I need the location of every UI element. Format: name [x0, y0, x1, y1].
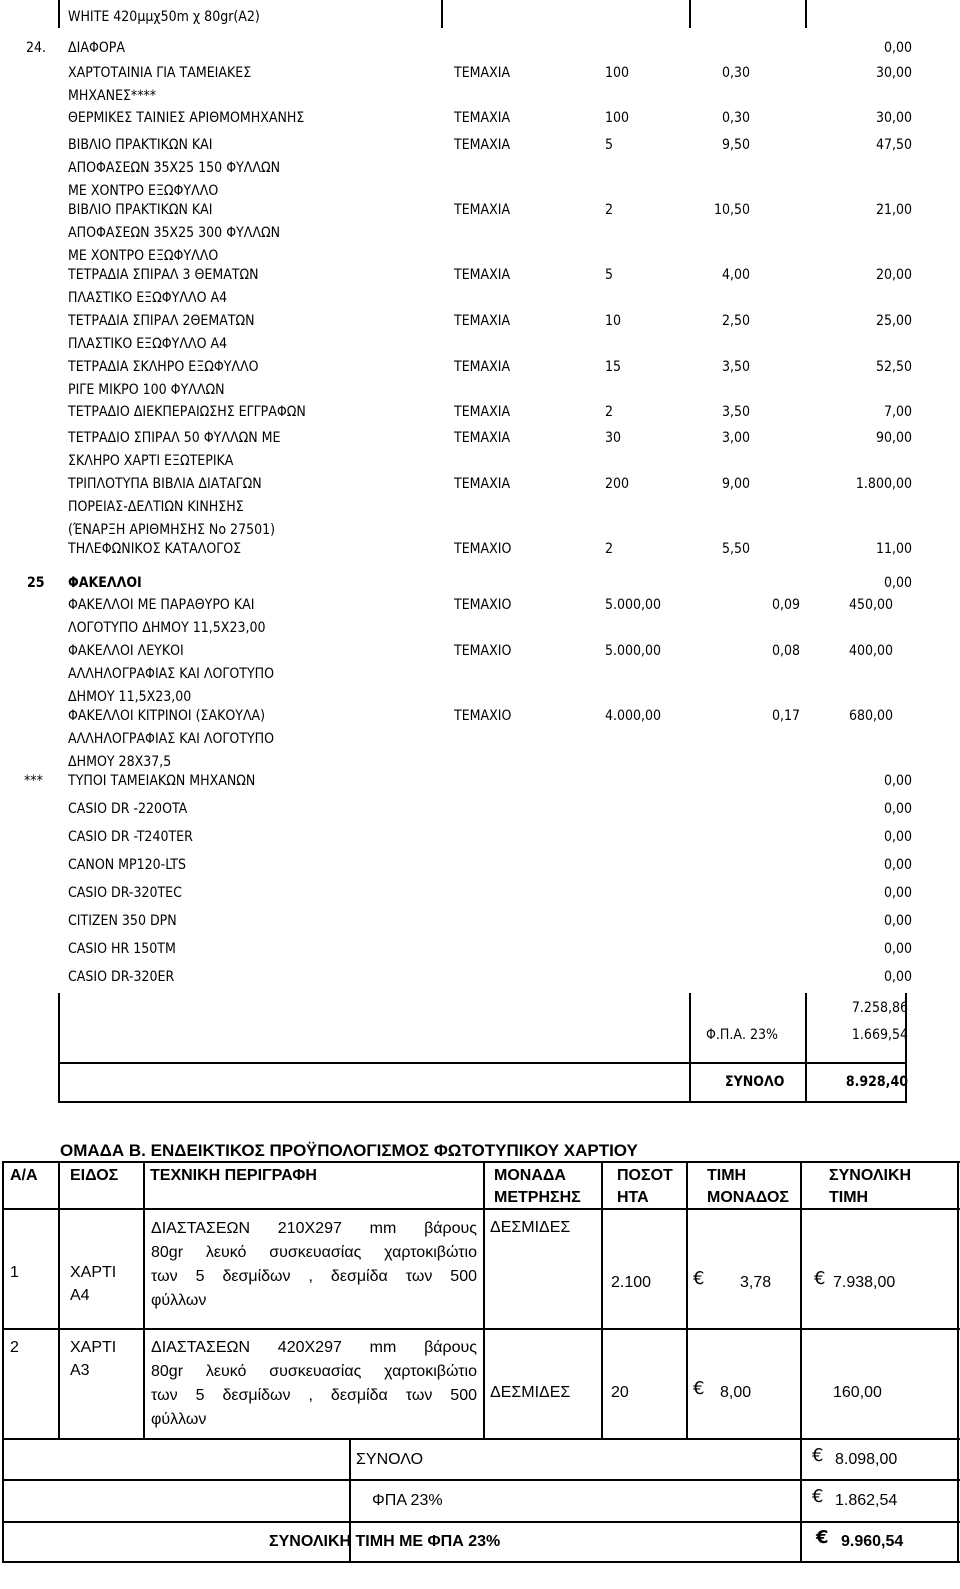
section-number: 25 [27, 575, 45, 591]
vat-value: 1.862,54 [835, 1492, 898, 1509]
item-description: ΡΙΓΕ ΜΙΚΡΟ 100 ΦΥΛΛΩΝ [68, 382, 225, 398]
item-price: 0,09 [771, 597, 800, 613]
model-total: 0,00 [883, 801, 912, 817]
item-total: 52,50 [875, 359, 912, 375]
item-unit: ΤΕΜΑΧΙΑ [454, 313, 511, 329]
model-name: CITIZEN 350 DPN [68, 913, 177, 929]
row-1-unit: ΔΕΣΜΙΔΕΣ [490, 1219, 571, 1236]
item-unit: ΤΕΜΑΧΙΑ [454, 404, 511, 420]
header-row-text: WHITE 420μμχ50m χ 80gr(A2) [68, 9, 260, 25]
item-price: 0,17 [771, 708, 800, 724]
header-unit-2: ΜΕΤΡΗΣΗΣ [494, 1189, 581, 1206]
item-price: 3,00 [721, 430, 750, 446]
grand-total-label: ΣΥΝΟΛΙΚΗ ΤΙΜΗ ΜΕ ΦΠΑ 23% [269, 1533, 501, 1550]
model-name: CASIO DR-320TEC [68, 885, 182, 901]
model-name: CASIO DR-320ER [68, 969, 175, 985]
item-description: ΤΕΤΡΑΔΙΟ ΔΙΕΚΠΕΡΑΙΩΣΗΣ ΕΓΓΡΑΦΩΝ [68, 404, 306, 420]
item-unit: ΤΕΜΑΧΙΑ [454, 430, 511, 446]
item-description: ΑΛΛΗΛΟΓΡΑΦΙΑΣ ΚΑΙ ΛΟΓΟΤΥΠΟ [68, 666, 275, 682]
item-description: ΤΗΛΕΦΩΝΙΚΟΣ ΚΑΤΑΛΟΓΟΣ [68, 541, 242, 557]
row-2-aa: 2 [10, 1339, 19, 1356]
item-description: ΜΗΧΑΝΕΣ**** [68, 88, 157, 104]
item-description: ΑΠΟΦΑΣΕΩΝ 35Χ25 150 ΦΥΛΛΩΝ [68, 160, 281, 176]
item-description: ΑΠΟΦΑΣΕΩΝ 35Χ25 300 ΦΥΛΛΩΝ [68, 225, 281, 241]
item-quantity: 2 [605, 404, 614, 420]
item-total: 11,00 [875, 541, 912, 557]
item-total: 90,00 [875, 430, 912, 446]
item-unit: ΤΕΜΑΧΙΑ [454, 267, 511, 283]
header-qty-2: ΗΤΑ [617, 1189, 649, 1206]
vat-label: ΦΠΑ 23% [372, 1492, 443, 1509]
item-description: ΣΚΛΗΡΟ ΧΑΡΤΙ ΕΞΩΤΕΡΙΚΑ [68, 453, 234, 469]
section-title: ΔΙΑΦΟΡΑ [68, 40, 125, 56]
item-total: 400,00 [848, 643, 893, 659]
item-total: 30,00 [875, 110, 912, 126]
item-unit: ΤΕΜΑΧΙΑ [454, 137, 511, 153]
item-price: 0,08 [771, 643, 800, 659]
item-description: ΤΡΙΠΛΟΤΥΠΑ ΒΙΒΛΙΑ ΔΙΑΤΑΓΩΝ [68, 476, 262, 492]
model-total: 0,00 [883, 913, 912, 929]
item-description: ΤΕΤΡΑΔΙΑ ΣΠΙΡΑΛ 2ΘΕΜΑΤΩΝ [68, 313, 255, 329]
vat-label: Φ.Π.Α. 23% [706, 1027, 778, 1043]
total-label: ΣΥΝΟΛΟ [725, 1074, 785, 1090]
euro-icon: € [816, 1527, 829, 1548]
item-quantity: 10 [605, 313, 622, 329]
item-description: ΧΑΡΤΟΤΑΙΝΙΑ ΓΙΑ ΤΑΜΕΙΑΚΕΣ [68, 65, 252, 81]
item-quantity: 200 [605, 476, 630, 492]
row-2-description: ΔΙΑΣΤΑΣΕΩΝ 420Χ297 mm βάρους 80gr λευκό συσκευασίας χαρτοκιβώτιο των 5 δεσμίδων , δεσμίδα των 500 φύλλων [151, 1339, 477, 1428]
euro-icon: € [814, 1268, 826, 1289]
row-1-price: 3,78 [740, 1274, 772, 1291]
euro-icon: € [693, 1378, 705, 1399]
row-1-qty: 2.100 [611, 1274, 652, 1291]
item-description: ΠΛΑΣΤΙΚΟ ΕΞΩΦΥΛΛΟ Α4 [68, 336, 228, 352]
item-total: 47,50 [875, 137, 912, 153]
section-number: *** [24, 773, 43, 789]
section-title: ΦΑΚΕΛΛΟΙ [68, 575, 142, 591]
vat-value: 1.669,54 [851, 1027, 908, 1043]
item-quantity: 5 [605, 137, 614, 153]
item-price: 2,50 [721, 313, 750, 329]
model-total: 0,00 [883, 857, 912, 873]
item-description: ΦΑΚΕΛΛΟΙ ΜΕ ΠΑΡΑΘΥΡΟ ΚΑΙ [68, 597, 255, 613]
item-quantity: 5.000,00 [605, 643, 662, 659]
header-description: ΤΕΧΝΙΚΗ ΠΕΡΙΓΡΑΦΗ [150, 1167, 317, 1184]
item-unit: ΤΕΜΑΧΙΑ [454, 65, 511, 81]
item-quantity: 2 [605, 541, 614, 557]
row-1-eidos-2: Α4 [70, 1287, 90, 1304]
item-description: ΤΕΤΡΑΔΙΑ ΣΠΙΡΑΛ 3 ΘΕΜΑΤΩΝ [68, 267, 259, 283]
section-total: 0,00 [883, 773, 912, 789]
header-price-2: ΜΟΝΑΔΟΣ [707, 1189, 789, 1206]
sum-label: ΣΥΝΟΛΟ [356, 1451, 424, 1468]
section-total: 0,00 [883, 40, 912, 56]
total-value: 8.928,40 [845, 1074, 908, 1090]
item-price: 9,00 [721, 476, 750, 492]
item-price: 10,50 [713, 202, 750, 218]
item-description: (ΈΝΑΡΞΗ ΑΡΙΘΜΗΣΗΣ Νο 27501) [68, 522, 276, 538]
item-unit: ΤΕΜΑΧΙΟ [454, 708, 512, 724]
euro-icon: € [812, 1486, 824, 1507]
item-price: 9,50 [721, 137, 750, 153]
row-2-qty: 20 [611, 1384, 629, 1401]
header-total-1: ΣΥΝΟΛΙΚΗ [829, 1167, 912, 1184]
item-price: 4,00 [721, 267, 750, 283]
model-name: CASIO DR -T240TER [68, 829, 193, 845]
item-price: 0,30 [721, 65, 750, 81]
item-description: ΠΛΑΣΤΙΚΟ ΕΞΩΦΥΛΛΟ Α4 [68, 290, 228, 306]
header-unit-1: ΜΟΝΑΔΑ [494, 1167, 566, 1184]
item-unit: ΤΕΜΑΧΙΑ [454, 202, 511, 218]
item-description: ΘΕΡΜΙΚΕΣ ΤΑΙΝΙΕΣ ΑΡΙΘΜΟΜΗΧΑΝΗΣ [68, 110, 305, 126]
item-total: 20,00 [875, 267, 912, 283]
item-unit: ΤΕΜΑΧΙΑ [454, 110, 511, 126]
header-aa: Α/Α [10, 1167, 38, 1184]
item-quantity: 2 [605, 202, 614, 218]
row-2-eidos-1: ΧΑΡΤΙ [70, 1339, 117, 1356]
item-unit: ΤΕΜΑΧΙΑ [454, 359, 511, 375]
item-price: 3,50 [721, 404, 750, 420]
item-total: 450,00 [848, 597, 893, 613]
item-unit: ΤΕΜΑΧΙΟ [454, 643, 512, 659]
item-description: ΔΗΜΟΥ 28Χ37,5 [68, 754, 172, 770]
model-name: CASIO DR -220OTA [68, 801, 188, 817]
section-number: 24. [26, 40, 47, 56]
item-description: ΒΙΒΛΙΟ ΠΡΑΚΤΙΚΩΝ ΚΑΙ [68, 202, 213, 218]
row-1-aa: 1 [10, 1264, 19, 1281]
item-description: ΦΑΚΕΛΛΟΙ ΛΕΥΚΟΙ [68, 643, 184, 659]
row-2-unit: ΔΕΣΜΙΔΕΣ [490, 1384, 571, 1401]
sum-value: 8.098,00 [835, 1451, 898, 1468]
item-description: ΛΟΓΟΤΥΠΟ ΔΗΜΟΥ 11,5Χ23,00 [68, 620, 266, 636]
grand-total-value: 9.960,54 [841, 1533, 904, 1550]
item-total: 25,00 [875, 313, 912, 329]
item-quantity: 4.000,00 [605, 708, 662, 724]
item-description: ΒΙΒΛΙΟ ΠΡΑΚΤΙΚΩΝ ΚΑΙ [68, 137, 213, 153]
euro-icon: € [693, 1268, 705, 1289]
item-total: 1.800,00 [855, 476, 912, 492]
model-total: 0,00 [883, 885, 912, 901]
item-description: ΦΑΚΕΛΛΟΙ ΚΙΤΡΙΝΟΙ (ΣΑΚΟΥΛΑ) [68, 708, 266, 724]
item-unit: ΤΕΜΑΧΙΑ [454, 476, 511, 492]
item-unit: ΤΕΜΑΧΙΟ [454, 597, 512, 613]
row-2-total: 160,00 [833, 1384, 882, 1401]
header-eidos: ΕΙΔΟΣ [70, 1167, 119, 1184]
item-price: 3,50 [721, 359, 750, 375]
model-total: 0,00 [883, 969, 912, 985]
item-quantity: 100 [605, 65, 630, 81]
row-1-eidos-1: ΧΑΡΤΙ [70, 1264, 117, 1281]
item-description: ΔΗΜΟΥ 11,5Χ23,00 [68, 689, 192, 705]
item-price: 5,50 [721, 541, 750, 557]
item-description: ΠΟΡΕΙΑΣ-ΔΕΛΤΙΩΝ ΚΙΝΗΣΗΣ [68, 499, 244, 515]
item-quantity: 30 [605, 430, 622, 446]
item-quantity: 5.000,00 [605, 597, 662, 613]
row-1-total: 7.938,00 [833, 1274, 896, 1291]
item-total: 21,00 [875, 202, 912, 218]
item-description: ΜΕ ΧΟΝΤΡΟ ΕΞΩΦΥΛΛΟ [68, 248, 219, 264]
model-total: 0,00 [883, 941, 912, 957]
item-total: 7,00 [883, 404, 912, 420]
item-unit: ΤΕΜΑΧΙΟ [454, 541, 512, 557]
item-description: ΜΕ ΧΟΝΤΡΟ ΕΞΩΦΥΛΛΟ [68, 183, 219, 199]
item-description: ΤΕΤΡΑΔΙΑ ΣΚΛΗΡΟ ΕΞΩΦΥΛΛΟ [68, 359, 259, 375]
euro-icon: € [812, 1445, 824, 1466]
model-name: CANON MP120-LTS [68, 857, 186, 873]
header-qty-1: ΠΟΣΟΤ [617, 1167, 673, 1184]
item-total: 680,00 [848, 708, 893, 724]
section-total: 0,00 [883, 575, 912, 591]
section-title: ΤΥΠΟΙ ΤΑΜΕΙΑΚΩΝ ΜΗΧΑΝΩΝ [68, 773, 256, 789]
item-total: 30,00 [875, 65, 912, 81]
group-b-title: ΟΜΑΔΑ Β. ΕΝΔΕΙΚΤΙΚΟΣ ΠΡΟΫΠΟΛΟΓΙΣΜΟΣ ΦΩΤΟΤΥΠΙΚΟΥ ΧΑΡΤΙΟΥ [60, 1141, 638, 1160]
item-price: 0,30 [721, 110, 750, 126]
item-description: ΑΛΛΗΛΟΓΡΑΦΙΑΣ ΚΑΙ ΛΟΓΟΤΥΠΟ [68, 731, 275, 747]
item-quantity: 100 [605, 110, 630, 126]
item-quantity: 15 [605, 359, 622, 375]
item-description: ΤΕΤΡΑΔΙΟ ΣΠΙΡΑΛ 50 ΦΥΛΛΩΝ ΜΕ [68, 430, 281, 446]
row-2-eidos-2: Α3 [70, 1362, 90, 1379]
header-total-2: ΤΙΜΗ [829, 1189, 869, 1206]
subtotal-value: 7.258,86 [851, 1000, 908, 1016]
model-total: 0,00 [883, 829, 912, 845]
row-1-description: ΔΙΑΣΤΑΣΕΩΝ 210Χ297 mm βάρους 80gr λευκό συσκευασίας χαρτοκιβώτιο των 5 δεσμίδων , δεσμίδα των 500 φύλλων [151, 1220, 477, 1309]
model-name: CASIO HR 150TM [68, 941, 176, 957]
row-2-price: 8,00 [720, 1384, 752, 1401]
header-price-1: ΤΙΜΗ [707, 1167, 747, 1184]
item-quantity: 5 [605, 267, 614, 283]
